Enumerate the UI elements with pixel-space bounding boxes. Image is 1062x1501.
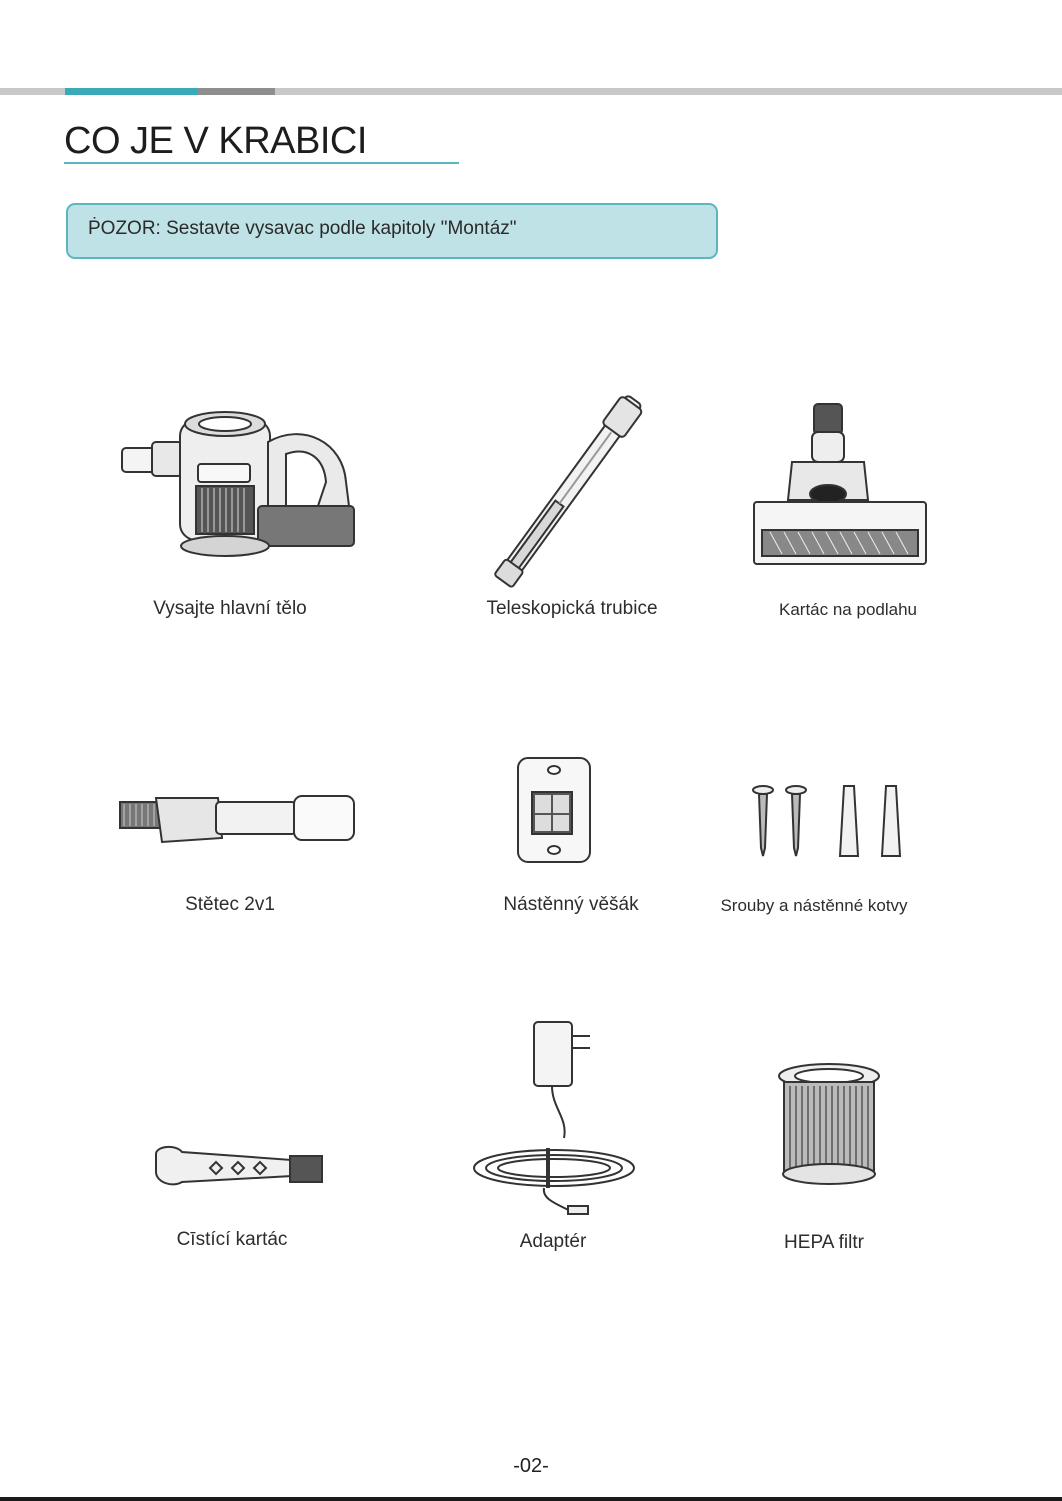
- item-label-screws-anchors: Srouby a nástěnné kotvy: [720, 896, 908, 915]
- cleaning-brush-icon: [152, 1142, 326, 1190]
- header-gray-segment: [198, 88, 275, 95]
- floor-brush-icon: [752, 400, 932, 570]
- vacuum-body-icon: [118, 402, 358, 562]
- adapter-icon: [468, 1018, 640, 1220]
- item-label-2in1-brush: Stětec 2v1: [185, 894, 275, 915]
- notice-box: [66, 203, 718, 259]
- item-label-wall-hanger: Nástěnný věšák: [503, 894, 639, 915]
- wall-hanger-icon: [514, 754, 594, 866]
- item-label-telescopic-tube: Teleskopická trubice: [486, 598, 658, 619]
- screws-anchors-icon: [748, 782, 918, 862]
- item-label-vacuum-body: Vysajte hlavní tělo: [153, 598, 307, 619]
- item-label-adapter: Adaptér: [519, 1231, 587, 1252]
- item-label-floor-brush: Kartác na podlahu: [779, 600, 917, 619]
- telescopic-tube-icon: [472, 388, 672, 588]
- title-underline: [64, 162, 459, 164]
- bottom-border: [0, 1497, 1062, 1501]
- crevice-brush-icon: [118, 788, 358, 858]
- section-title: CO JE V KRABICI: [64, 120, 367, 162]
- page-number: -02-: [513, 1455, 549, 1477]
- notice-text: ṖOZOR: Sestavte vysavac podle kapitoly "Montáz": [88, 218, 517, 239]
- item-label-hepa-filter: HEPA filtr: [784, 1232, 864, 1253]
- header-progress-bar: [0, 88, 1062, 95]
- item-label-cleaning-brush: Cīstící kartác: [176, 1229, 288, 1250]
- header-accent-segment: [65, 88, 198, 95]
- hepa-filter-icon: [774, 1062, 884, 1188]
